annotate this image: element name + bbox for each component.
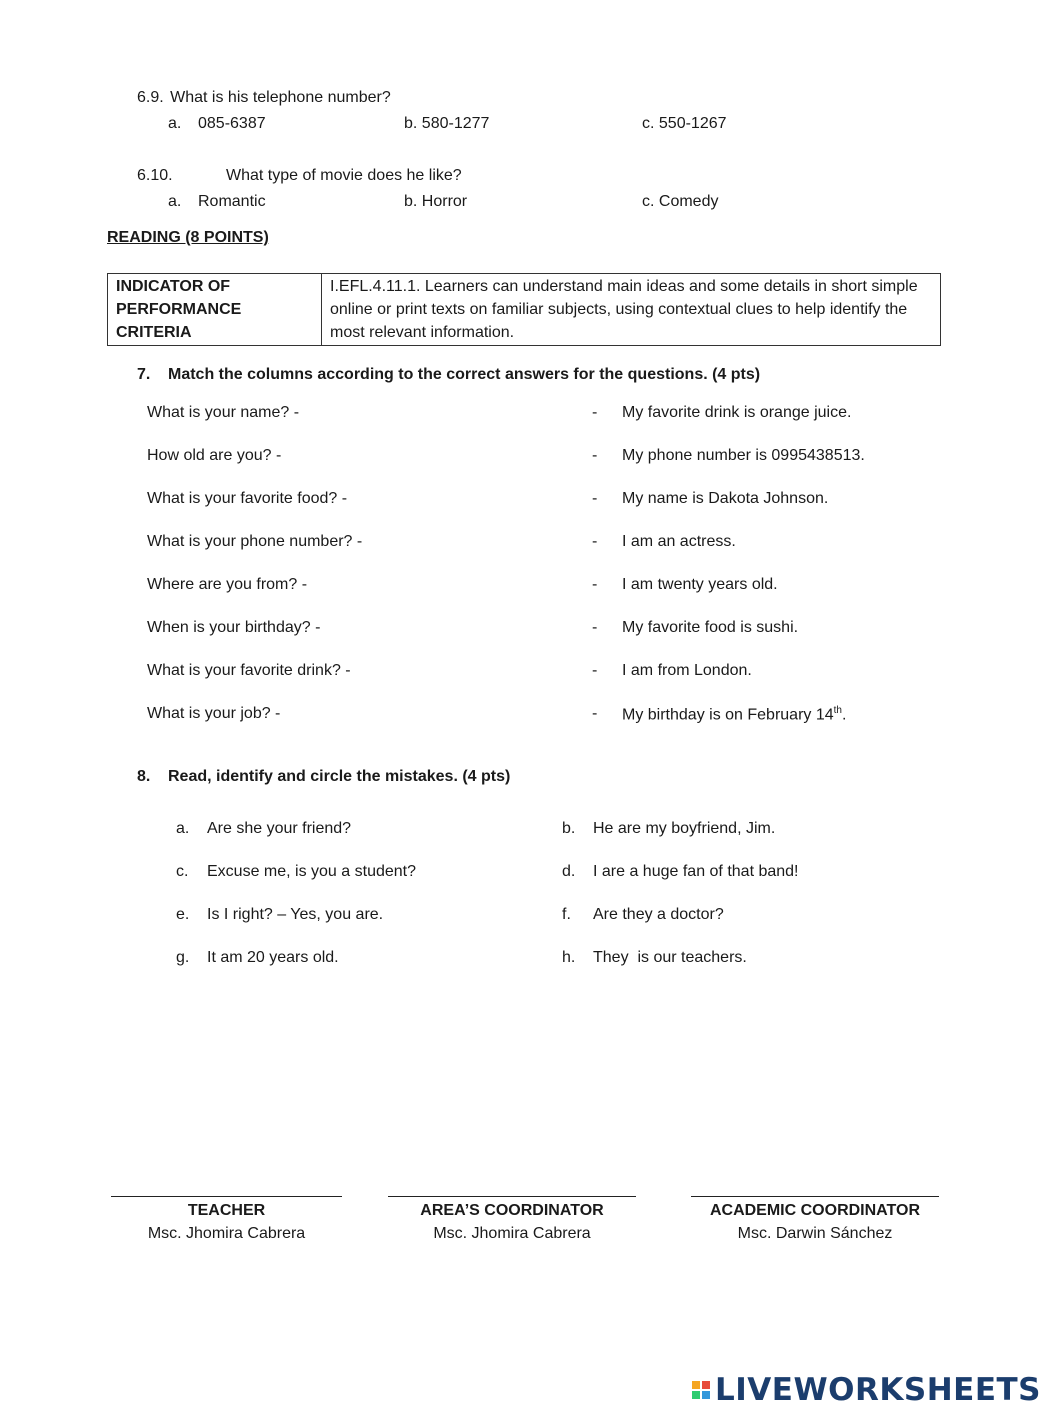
question-7-instruction: Match the columns according to the correct answers for the questions. (4 pts) xyxy=(168,366,761,383)
mistake-item-text[interactable]: Are they a doctor? xyxy=(593,906,724,923)
logo-square-icon xyxy=(702,1381,710,1389)
question-6-10-number: 6.10. xyxy=(137,167,173,184)
match-answer-text: My birthday is on February 14 xyxy=(622,706,834,724)
match-question: What is your name? - xyxy=(147,404,300,421)
signature-name: Msc. Jhomira Cabrera xyxy=(433,1225,591,1242)
match-answer-sup: th xyxy=(833,705,842,716)
signature-name: Msc. Darwin Sánchez xyxy=(737,1225,893,1242)
option-c: c. Comedy xyxy=(642,193,719,210)
question-8-instruction: Read, identify and circle the mistakes. (4 pts) xyxy=(168,768,511,785)
signature-role: TEACHER xyxy=(187,1202,266,1219)
option-a-letter: a. xyxy=(168,193,182,210)
mistake-item-text[interactable]: It am 20 years old. xyxy=(207,949,339,966)
mistake-item-text[interactable]: He are my boyfriend, Jim. xyxy=(593,820,776,837)
mistake-item-text[interactable]: Are she your friend? xyxy=(207,820,352,837)
match-answer: I am from London. xyxy=(622,662,752,679)
match-dash: - xyxy=(592,576,598,593)
match-dash: - xyxy=(592,490,598,507)
option-a-letter: a. xyxy=(168,115,182,132)
option-c: c. 550-1267 xyxy=(642,115,727,132)
mistake-item-text[interactable]: Excuse me, is you a student? xyxy=(207,863,416,880)
signature-line-academic-coordinator xyxy=(691,1196,939,1197)
signature-academic-coordinator xyxy=(691,1199,939,1245)
logo-square-icon xyxy=(692,1391,700,1399)
match-question: How old are you? - xyxy=(147,447,282,464)
signature-line-area-coordinator xyxy=(388,1196,636,1197)
indicator-label-line1: INDICATOR OF xyxy=(116,278,231,295)
mistake-item-text[interactable]: I are a huge fan of that band! xyxy=(593,863,799,880)
match-dash: - xyxy=(592,619,598,636)
question-7-number: 7. xyxy=(137,366,151,383)
match-question: When is your birthday? - xyxy=(147,619,321,636)
match-question: What is your favorite drink? - xyxy=(147,662,351,679)
signature-teacher xyxy=(111,1199,342,1245)
signature-role: AREA’S COORDINATOR xyxy=(420,1202,604,1219)
mistake-item-letter: e. xyxy=(176,906,190,923)
option-b: b. Horror xyxy=(404,193,468,210)
match-dash: - xyxy=(592,662,598,679)
mistake-item-letter: f. xyxy=(562,906,571,923)
logo-square-icon xyxy=(692,1381,700,1389)
indicator-text: I.EFL.4.11.1. Learners can understand main ideas and some details in short simple online or print texts on familiar subjects, using contextual clues to help identify the most relevant information. xyxy=(322,274,941,346)
mistake-item-letter: h. xyxy=(562,949,576,966)
match-answer: My name is Dakota Johnson. xyxy=(622,490,829,507)
indicator-table xyxy=(107,273,941,346)
reading-heading: READING (8 POINTS) xyxy=(107,229,269,246)
option-a: 085-6387 xyxy=(198,115,266,132)
signature-role: ACADEMIC COORDINATOR xyxy=(709,1202,921,1219)
match-answer xyxy=(622,705,846,724)
match-dash: - xyxy=(592,705,598,722)
match-answer: I am an actress. xyxy=(622,533,736,550)
logo-text: LIVEWORKSHEETS xyxy=(715,1372,1041,1408)
mistake-item-letter: d. xyxy=(562,863,576,880)
match-question: What is your job? - xyxy=(147,705,281,722)
mistake-item-text[interactable]: They is our teachers. xyxy=(593,949,747,966)
match-question: Where are you from? - xyxy=(147,576,308,593)
signature-line-teacher xyxy=(111,1196,342,1197)
match-dash: - xyxy=(592,533,598,550)
indicator-label xyxy=(108,274,322,346)
logo-mark-icon xyxy=(692,1381,710,1399)
mistake-item-letter: b. xyxy=(562,820,576,837)
mistake-item-letter: g. xyxy=(176,949,190,966)
signature-name: Msc. Jhomira Cabrera xyxy=(147,1225,306,1242)
mistake-item-letter: a. xyxy=(176,820,190,837)
match-answer: I am twenty years old. xyxy=(622,576,778,593)
question-text: What is his telephone number? xyxy=(170,89,391,106)
match-answer: My favorite food is sushi. xyxy=(622,619,799,636)
match-answer-end: . xyxy=(842,706,847,724)
match-answer: My favorite drink is orange juice. xyxy=(622,404,852,421)
question-number: 6.9. xyxy=(137,89,164,106)
option-a: Romantic xyxy=(198,193,266,210)
mistake-item-letter: c. xyxy=(176,863,189,880)
liveworksheets-logo xyxy=(692,1374,1041,1406)
match-question: What is your favorite food? - xyxy=(147,490,348,507)
match-dash: - xyxy=(592,404,598,421)
signature-area-coordinator xyxy=(388,1199,636,1245)
mistake-item-text[interactable]: Is I right? – Yes, you are. xyxy=(207,906,384,923)
logo-square-icon xyxy=(702,1391,710,1399)
match-question: What is your phone number? - xyxy=(147,533,363,550)
match-dash: - xyxy=(592,447,598,464)
question-8-number: 8. xyxy=(137,768,151,785)
question-6-9 xyxy=(137,89,391,107)
match-answer: My phone number is 0995438513. xyxy=(622,447,865,464)
option-b: b. 580-1277 xyxy=(404,115,490,132)
question-6-10-text: What type of movie does he like? xyxy=(226,167,462,184)
indicator-label-line2: PERFORMANCE CRITERIA xyxy=(116,301,242,341)
